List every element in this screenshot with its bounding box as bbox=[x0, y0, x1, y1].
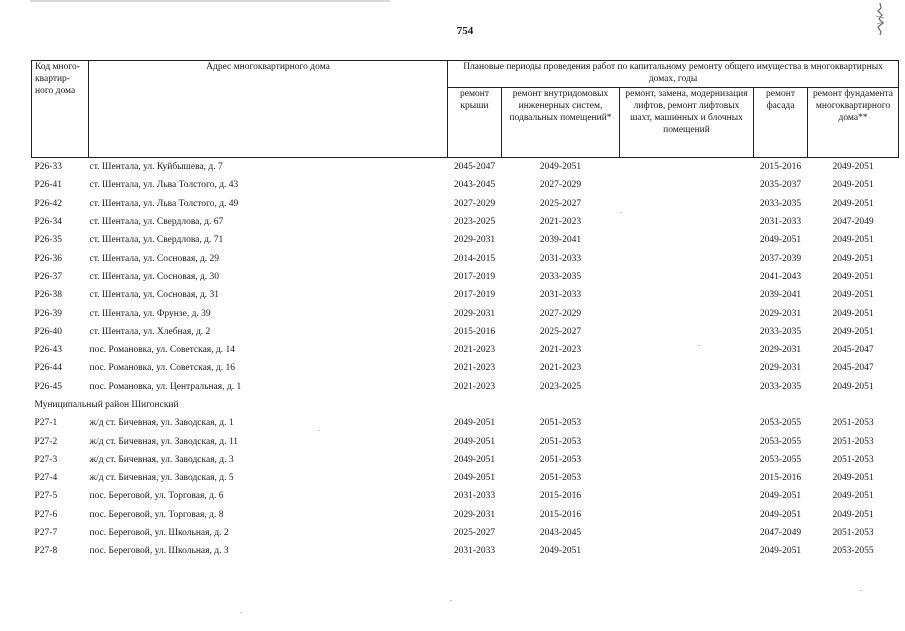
row-foundation: 2051-2053 bbox=[832, 528, 874, 539]
row-roof: 2029-2031 bbox=[453, 308, 496, 319]
row-foundation: 2051-2053 bbox=[832, 454, 874, 465]
row-foundation: 2045-2047 bbox=[832, 345, 874, 356]
row-systems: 2021-2023 bbox=[539, 363, 582, 374]
row-facade: 2029-2031 bbox=[759, 363, 802, 374]
row-lifts bbox=[620, 524, 754, 542]
row-code: Р26-37 bbox=[34, 271, 62, 282]
row-code: Р26-36 bbox=[34, 253, 62, 264]
row-facade: 2015-2016 bbox=[759, 473, 802, 484]
row-systems: 2043-2045 bbox=[539, 528, 582, 539]
row-roof: 2049-2051 bbox=[453, 473, 496, 484]
header-periods: Плановые периоды проведения работ по капитальному ремонту общего имущества в многоквартирных домах, годы bbox=[448, 61, 899, 88]
row-facade: 2039-2041 bbox=[759, 290, 802, 301]
row-address: ст. Шентала, ул. Льва Толстого, д. 43 bbox=[89, 180, 239, 191]
row-lifts bbox=[620, 359, 754, 377]
table-row bbox=[32, 195, 899, 213]
row-systems: 2051-2053 bbox=[539, 436, 582, 447]
row-systems: 2027-2029 bbox=[539, 180, 582, 191]
row-facade: 2049-2051 bbox=[759, 509, 802, 520]
row-facade: 2053-2055 bbox=[759, 418, 802, 429]
row-systems: 2051-2053 bbox=[539, 454, 582, 465]
row-lifts bbox=[620, 487, 754, 505]
row-roof: 2027-2029 bbox=[453, 198, 496, 209]
row-foundation: 2049-2051 bbox=[832, 180, 874, 191]
table-row bbox=[32, 487, 899, 505]
row-code: Р26-44 bbox=[34, 363, 62, 374]
table-row bbox=[32, 268, 899, 286]
row-code: Р26-38 bbox=[34, 290, 62, 301]
row-systems: 2051-2053 bbox=[539, 418, 582, 429]
row-foundation: 2049-2051 bbox=[832, 290, 874, 301]
row-facade: 2015-2016 bbox=[759, 162, 802, 173]
row-systems: 2049-2051 bbox=[539, 546, 582, 557]
row-foundation: 2049-2051 bbox=[832, 308, 874, 319]
row-systems: 2033-2035 bbox=[539, 271, 582, 282]
binding-stamp-mark bbox=[872, 2, 888, 36]
row-facade: 2033-2035 bbox=[759, 326, 802, 337]
row-systems: 2027-2029 bbox=[539, 308, 582, 319]
row-lifts bbox=[620, 378, 754, 396]
row-facade: 2049-2051 bbox=[759, 491, 802, 502]
table-row bbox=[32, 506, 899, 524]
row-foundation: 2049-2051 bbox=[832, 271, 874, 282]
row-foundation: 2049-2051 bbox=[832, 198, 874, 209]
row-roof: 2021-2023 bbox=[453, 345, 496, 356]
row-facade: 2033-2035 bbox=[759, 381, 802, 392]
row-roof: 2043-2045 bbox=[453, 180, 496, 191]
row-systems: 2039-2041 bbox=[539, 235, 582, 246]
row-systems: 2023-2025 bbox=[539, 381, 582, 392]
row-lifts bbox=[620, 304, 754, 322]
row-foundation: 2051-2053 bbox=[832, 436, 874, 447]
row-lifts bbox=[620, 231, 754, 249]
header-roof: ремонт крыши bbox=[448, 88, 502, 158]
row-roof: 2049-2051 bbox=[453, 418, 496, 429]
table-row bbox=[32, 542, 899, 560]
row-facade: 2041-2043 bbox=[759, 271, 802, 282]
row-code: Р26-33 bbox=[34, 162, 62, 173]
row-lifts bbox=[620, 432, 754, 450]
row-address: пос. Береговой, ул. Торговая, д. 8 bbox=[89, 509, 224, 520]
row-code: Р27-6 bbox=[34, 509, 58, 520]
row-roof: 2023-2025 bbox=[453, 217, 496, 228]
row-roof: 2029-2031 bbox=[453, 509, 496, 520]
row-facade: 2037-2039 bbox=[759, 253, 802, 264]
scan-speck bbox=[620, 212, 622, 213]
row-foundation: 2049-2051 bbox=[832, 162, 874, 173]
row-roof: 2017-2019 bbox=[453, 290, 496, 301]
row-code: Р27-5 bbox=[34, 491, 58, 502]
row-facade: 2053-2055 bbox=[759, 454, 802, 465]
header-facade: ремонт фасада bbox=[754, 88, 808, 158]
row-address: ж/д ст. Бичевная, ул. Заводская, д. 5 bbox=[89, 473, 234, 484]
row-address: пос. Романовка, ул. Советская, д. 14 bbox=[89, 345, 236, 356]
row-systems: 2025-2027 bbox=[539, 198, 582, 209]
row-roof: 2029-2031 bbox=[453, 235, 496, 246]
row-address: пос. Романовка, ул. Центральная, д. 1 bbox=[89, 381, 242, 392]
row-code: Р26-45 bbox=[34, 381, 62, 392]
row-address: ст. Шентала, ул. Свердлова, д. 71 bbox=[89, 235, 224, 246]
table-body bbox=[32, 158, 899, 561]
row-code: Р26-42 bbox=[34, 198, 62, 209]
header-foundation: ремонт фундамента многоквартирного дома** bbox=[808, 88, 899, 158]
row-lifts bbox=[620, 176, 754, 194]
row-address: ст. Шентала, ул. Фрунзе, д. 39 bbox=[89, 308, 211, 319]
row-address: пос. Береговой, ул. Школьная, д. 3 bbox=[89, 546, 229, 557]
table-row bbox=[32, 231, 899, 249]
row-lifts bbox=[620, 268, 754, 286]
scan-speck bbox=[450, 600, 452, 601]
row-code: Р27-7 bbox=[34, 528, 58, 539]
row-code: Р26-43 bbox=[34, 345, 62, 356]
table-row bbox=[32, 432, 899, 450]
table-row bbox=[32, 524, 899, 542]
table-row bbox=[32, 249, 899, 267]
table-row bbox=[32, 378, 899, 396]
row-systems: 2015-2016 bbox=[539, 509, 582, 520]
row-address: ст. Шентала, ул. Куйбышева, д. 7 bbox=[89, 162, 223, 173]
header-code: Код много-квартир-ного дома bbox=[32, 61, 89, 158]
row-systems: 2021-2023 bbox=[539, 345, 582, 356]
row-roof: 2025-2027 bbox=[453, 528, 496, 539]
row-address: ж/д ст. Бичевная, ул. Заводская, д. 11 bbox=[89, 436, 239, 447]
row-foundation: 2049-2051 bbox=[832, 491, 874, 502]
row-code: Р26-39 bbox=[34, 308, 62, 319]
row-address: ст. Шентала, ул. Хлебная, д. 2 bbox=[89, 326, 211, 337]
table-row bbox=[32, 176, 899, 194]
row-systems: 2021-2023 bbox=[539, 217, 582, 228]
row-lifts bbox=[620, 323, 754, 341]
row-facade: 2047-2049 bbox=[759, 528, 802, 539]
row-lifts bbox=[620, 506, 754, 524]
row-code: Р26-35 bbox=[34, 235, 62, 246]
row-facade: 2049-2051 bbox=[759, 235, 802, 246]
row-foundation: 2049-2051 bbox=[832, 473, 874, 484]
row-code: Р27-8 bbox=[34, 546, 58, 557]
row-foundation: 2049-2051 bbox=[832, 253, 874, 264]
row-code: Р27-1 bbox=[34, 418, 58, 429]
row-lifts bbox=[620, 213, 754, 231]
row-roof: 2049-2051 bbox=[453, 436, 496, 447]
row-systems: 2015-2016 bbox=[539, 491, 582, 502]
table-row bbox=[32, 213, 899, 231]
table-row bbox=[32, 286, 899, 304]
row-address: ж/д ст. Бичевная, ул. Заводская, д. 3 bbox=[89, 454, 234, 465]
row-lifts bbox=[620, 286, 754, 304]
row-address: ст. Шентала, ул. Сосновая, д. 30 bbox=[89, 271, 220, 282]
row-code: Р26-40 bbox=[34, 326, 62, 337]
row-facade: 2033-2035 bbox=[759, 198, 802, 209]
row-address: ст. Шентала, ул. Льва Толстого, д. 49 bbox=[89, 198, 239, 209]
row-lifts bbox=[620, 469, 754, 487]
scan-speck bbox=[318, 430, 320, 431]
scan-speck bbox=[240, 612, 242, 613]
row-foundation: 2053-2055 bbox=[832, 546, 874, 557]
row-foundation: 2047-2049 bbox=[832, 217, 874, 228]
table-row bbox=[32, 359, 899, 377]
row-foundation: 2049-2051 bbox=[832, 326, 874, 337]
scan-speck bbox=[860, 590, 862, 591]
row-facade: 2029-2031 bbox=[759, 308, 802, 319]
row-lifts bbox=[620, 451, 754, 469]
row-roof: 2021-2023 bbox=[453, 363, 496, 374]
scan-speck bbox=[698, 345, 700, 346]
header-lifts: ремонт, замена, модернизация лифтов, ремонт лифтовых шахт, машинных и блочных помещений bbox=[620, 88, 754, 158]
row-roof: 2021-2023 bbox=[453, 381, 496, 392]
table-row bbox=[32, 414, 899, 432]
section-title: Муниципальный район Шигонский bbox=[34, 400, 179, 410]
row-facade: 2031-2033 bbox=[759, 217, 802, 228]
table-row bbox=[32, 158, 899, 177]
table-row bbox=[32, 469, 899, 487]
row-foundation: 2051-2053 bbox=[832, 418, 874, 429]
row-roof: 2015-2016 bbox=[453, 326, 496, 337]
row-roof: 2017-2019 bbox=[453, 271, 496, 282]
row-roof: 2045-2047 bbox=[453, 162, 496, 173]
repair-schedule-table bbox=[31, 60, 899, 561]
row-code: Р27-4 bbox=[34, 473, 58, 484]
row-address: ст. Шентала, ул. Свердлова, д. 67 bbox=[89, 217, 224, 228]
row-code: Р26-41 bbox=[34, 180, 62, 191]
row-systems: 2025-2027 bbox=[539, 326, 582, 337]
row-code: Р27-3 bbox=[34, 454, 58, 465]
header-systems: ремонт внутридомовых инженерных систем, подвальных помещений* bbox=[502, 88, 620, 158]
row-systems: 2051-2053 bbox=[539, 473, 582, 484]
table-row bbox=[32, 341, 899, 359]
row-roof: 2031-2033 bbox=[453, 491, 496, 502]
row-lifts bbox=[620, 195, 754, 213]
scan-edge-mark bbox=[30, 0, 390, 2]
row-lifts bbox=[620, 414, 754, 432]
row-systems: 2031-2033 bbox=[539, 253, 582, 264]
row-address: пос. Береговой, ул. Торговая, д. 6 bbox=[89, 491, 224, 502]
row-foundation: 2049-2051 bbox=[832, 381, 874, 392]
row-lifts bbox=[620, 249, 754, 267]
row-foundation: 2045-2047 bbox=[832, 363, 874, 374]
row-address: ст. Шентала, ул. Сосновая, д. 29 bbox=[89, 253, 220, 264]
row-foundation: 2049-2051 bbox=[832, 235, 874, 246]
table-row bbox=[32, 304, 899, 322]
row-address: пос. Береговой, ул. Школьная, д. 2 bbox=[89, 528, 229, 539]
row-roof: 2014-2015 bbox=[453, 253, 496, 264]
row-roof: 2031-2033 bbox=[453, 546, 496, 557]
row-systems: 2031-2033 bbox=[539, 290, 582, 301]
row-facade: 2053-2055 bbox=[759, 436, 802, 447]
row-lifts bbox=[620, 542, 754, 560]
section-row bbox=[32, 396, 899, 414]
row-facade: 2029-2031 bbox=[759, 345, 802, 356]
header-address: Адрес многоквартирного дома bbox=[89, 61, 448, 158]
row-foundation: 2049-2051 bbox=[832, 509, 874, 520]
row-lifts bbox=[620, 341, 754, 359]
row-code: Р27-2 bbox=[34, 436, 58, 447]
row-address: пос. Романовка, ул. Советская, д. 16 bbox=[89, 363, 236, 374]
table-row bbox=[32, 323, 899, 341]
page-number: 754 bbox=[456, 25, 474, 37]
row-code: Р26-34 bbox=[34, 217, 62, 228]
row-systems: 2049-2051 bbox=[539, 162, 582, 173]
row-lifts bbox=[620, 158, 754, 177]
table-row bbox=[32, 451, 899, 469]
row-address: ж/д ст. Бичевная, ул. Заводская, д. 1 bbox=[89, 418, 234, 429]
row-facade: 2049-2051 bbox=[759, 546, 802, 557]
row-address: ст. Шентала, ул. Сосновая, д. 31 bbox=[89, 290, 220, 301]
row-facade: 2035-2037 bbox=[759, 180, 802, 191]
row-roof: 2049-2051 bbox=[453, 454, 496, 465]
